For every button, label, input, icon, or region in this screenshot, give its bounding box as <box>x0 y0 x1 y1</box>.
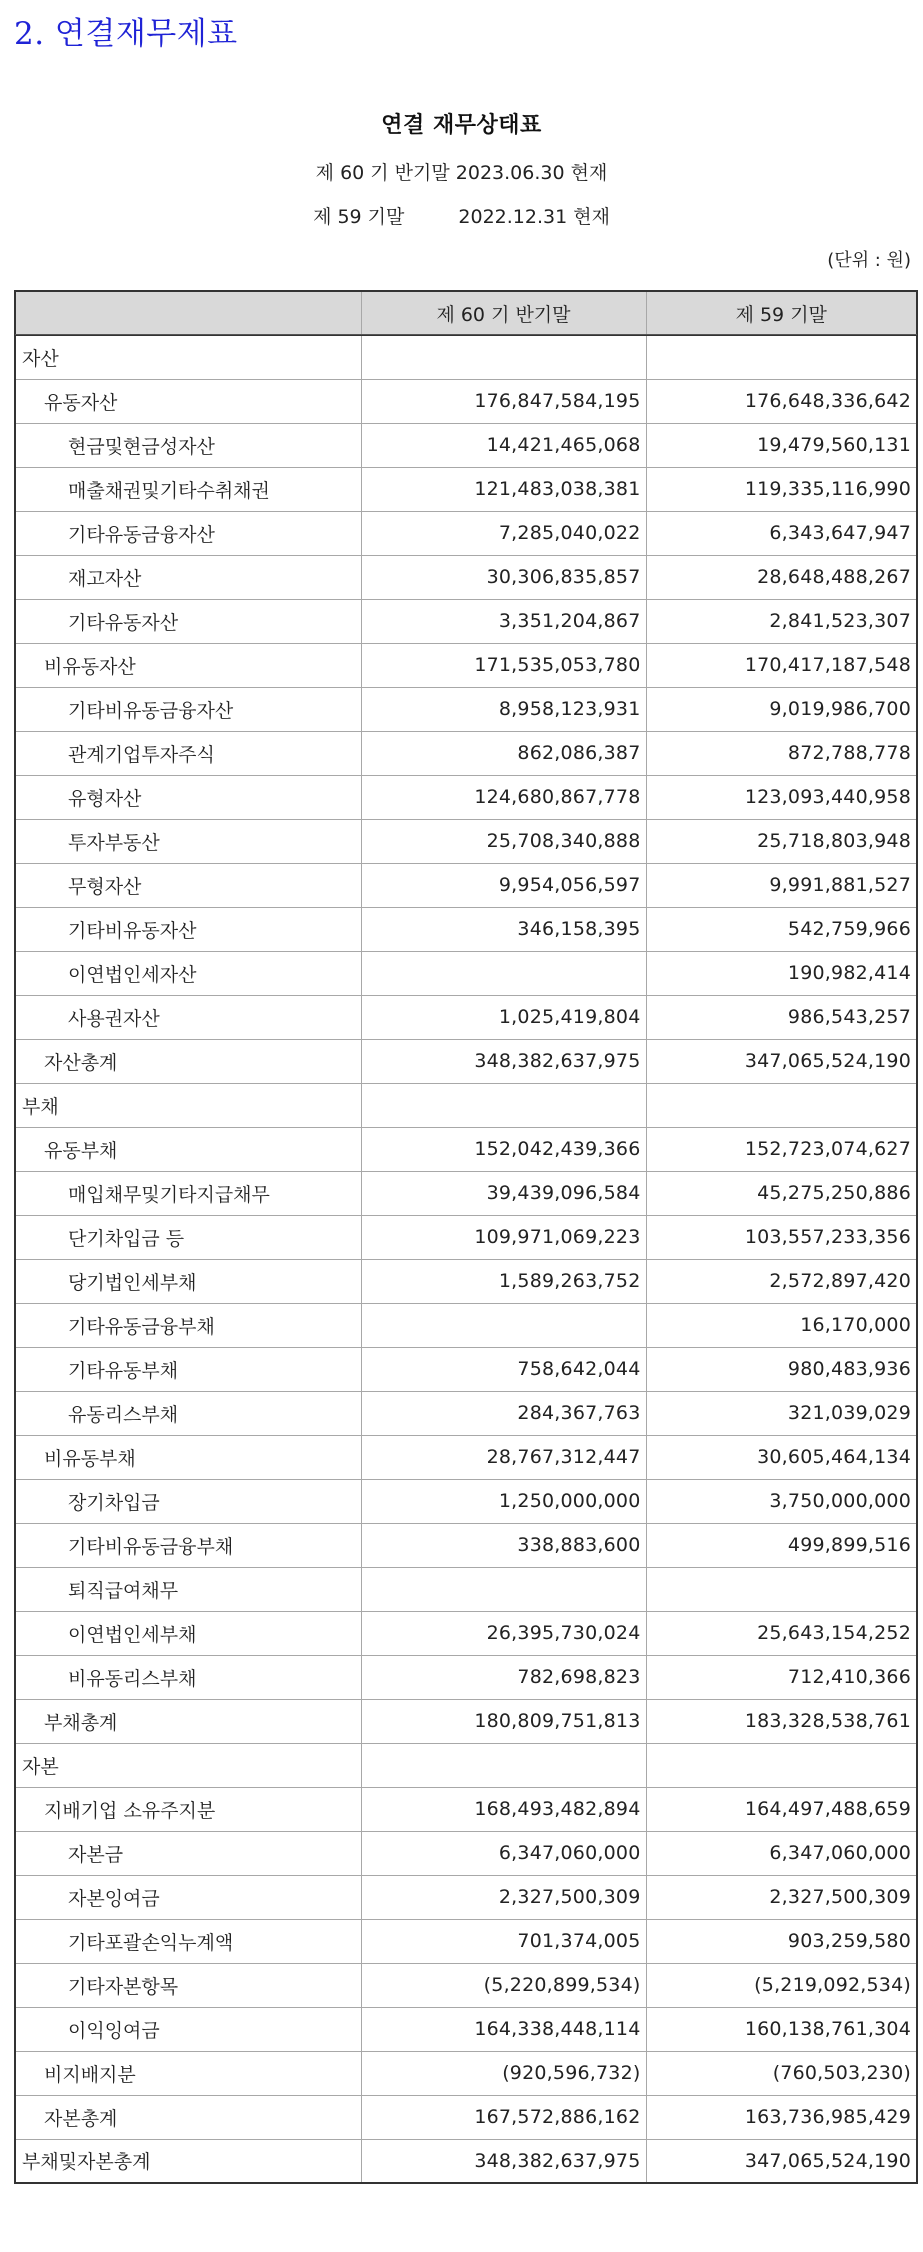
section-title: 2. 연결재무제표 <box>14 16 238 52</box>
table-row <box>15 1831 917 1875</box>
account-name-cell: 기타자본항목 <box>15 1963 361 2007</box>
table-row <box>15 643 917 687</box>
account-name-cell: 기타포괄손익누계액 <box>15 1919 361 1963</box>
table-row <box>15 1655 917 1699</box>
current-period-value-cell: 124,680,867,778 <box>361 775 646 819</box>
account-name-cell: 부채 <box>15 1083 361 1127</box>
table-row <box>15 1479 917 1523</box>
previous-period-value-cell: 986,543,257 <box>646 995 917 1039</box>
previous-period-value-cell: 872,788,778 <box>646 731 917 775</box>
current-period-value-cell: 6,347,060,000 <box>361 1831 646 1875</box>
current-period-value-cell: 782,698,823 <box>361 1655 646 1699</box>
current-period-value-cell: 25,708,340,888 <box>361 819 646 863</box>
current-period-value-cell: 176,847,584,195 <box>361 379 646 423</box>
previous-period-value-cell: 6,343,647,947 <box>646 511 917 555</box>
table-row <box>15 1347 917 1391</box>
account-name-cell: 단기차입금 등 <box>15 1215 361 1259</box>
previous-period-value-cell: 3,750,000,000 <box>646 1479 917 1523</box>
table-row <box>15 1787 917 1831</box>
table-row <box>15 467 917 511</box>
previous-period-value-cell: 103,557,233,356 <box>646 1215 917 1259</box>
account-name-cell: 이연법인세자산 <box>15 951 361 995</box>
table-row <box>15 335 917 379</box>
previous-period-value-cell: 321,039,029 <box>646 1391 917 1435</box>
column-header-previous-period: 제 59 기말 <box>646 291 917 335</box>
previous-period-value-cell: 16,170,000 <box>646 1303 917 1347</box>
table-row <box>15 1171 917 1215</box>
table-row <box>15 555 917 599</box>
account-name-cell: 유동리스부채 <box>15 1391 361 1435</box>
previous-period-value-cell: 347,065,524,190 <box>646 1039 917 1083</box>
account-name-cell: 부채및자본총계 <box>15 2139 361 2183</box>
previous-period-value-cell: 30,605,464,134 <box>646 1435 917 1479</box>
previous-period-value-cell: 45,275,250,886 <box>646 1171 917 1215</box>
account-name-cell: 이익잉여금 <box>15 2007 361 2051</box>
previous-period-value-cell: 542,759,966 <box>646 907 917 951</box>
previous-period-value-cell: (5,219,092,534) <box>646 1963 917 2007</box>
previous-period-value-cell: 2,327,500,309 <box>646 1875 917 1919</box>
current-period-value-cell: 2,327,500,309 <box>361 1875 646 1919</box>
balance-sheet-table <box>14 290 918 2184</box>
table-row <box>15 2051 917 2095</box>
current-period-value-cell <box>361 1567 646 1611</box>
account-name-cell: 기타유동금융자산 <box>15 511 361 555</box>
account-name-cell: 비유동자산 <box>15 643 361 687</box>
table-row <box>15 1523 917 1567</box>
previous-period-value-cell: 2,841,523,307 <box>646 599 917 643</box>
previous-period-value-cell: 980,483,936 <box>646 1347 917 1391</box>
table-row <box>15 2095 917 2139</box>
current-period-value-cell: 171,535,053,780 <box>361 643 646 687</box>
table-row <box>15 951 917 995</box>
statement-title: 연결 재무상태표 <box>381 113 542 138</box>
previous-period-value-cell: 9,019,986,700 <box>646 687 917 731</box>
current-period-value-cell <box>361 951 646 995</box>
current-period-value-cell: 26,395,730,024 <box>361 1611 646 1655</box>
table-row <box>15 907 917 951</box>
previous-period-value-cell: 119,335,116,990 <box>646 467 917 511</box>
table-row <box>15 1215 917 1259</box>
previous-period-value-cell <box>646 1567 917 1611</box>
account-name-cell: 사용권자산 <box>15 995 361 1039</box>
account-name-cell: 관계기업투자주식 <box>15 731 361 775</box>
table-row <box>15 1127 917 1171</box>
current-period-value-cell: 1,589,263,752 <box>361 1259 646 1303</box>
previous-period-value-cell: 176,648,336,642 <box>646 379 917 423</box>
table-row <box>15 1259 917 1303</box>
current-period-value-cell: 30,306,835,857 <box>361 555 646 599</box>
previous-period-value-cell <box>646 335 917 379</box>
table-row <box>15 775 917 819</box>
current-period-value-cell: 701,374,005 <box>361 1919 646 1963</box>
previous-period-value-cell: 499,899,516 <box>646 1523 917 1567</box>
unit-label: (단위 : 원) <box>827 250 911 271</box>
previous-period-value-cell: (760,503,230) <box>646 2051 917 2095</box>
table-row <box>15 731 917 775</box>
account-name-cell: 퇴직급여채무 <box>15 1567 361 1611</box>
current-period-value-cell: 180,809,751,813 <box>361 1699 646 1743</box>
current-period-value-cell: 14,421,465,068 <box>361 423 646 467</box>
current-period-value-cell <box>361 335 646 379</box>
current-period-value-cell: 168,493,482,894 <box>361 1787 646 1831</box>
table-row <box>15 511 917 555</box>
account-name-cell: 기타유동금융부채 <box>15 1303 361 1347</box>
account-name-cell: 이연법인세부채 <box>15 1611 361 1655</box>
account-name-cell: 자산총계 <box>15 1039 361 1083</box>
table-row <box>15 1567 917 1611</box>
account-name-cell: 재고자산 <box>15 555 361 599</box>
current-period-value-cell: 39,439,096,584 <box>361 1171 646 1215</box>
account-name-cell: 기타비유동자산 <box>15 907 361 951</box>
current-period-value-cell: 1,250,000,000 <box>361 1479 646 1523</box>
table-row <box>15 863 917 907</box>
table-row <box>15 2139 917 2183</box>
current-period-value-cell <box>361 1083 646 1127</box>
table-row <box>15 423 917 467</box>
account-name-cell: 유동부채 <box>15 1127 361 1171</box>
account-name-cell: 매입채무및기타지급채무 <box>15 1171 361 1215</box>
account-name-cell: 무형자산 <box>15 863 361 907</box>
account-name-cell: 자본금 <box>15 1831 361 1875</box>
period-current: 제 60 기 반기말 2023.06.30 현재 <box>315 162 608 184</box>
account-name-cell: 자산 <box>15 335 361 379</box>
table-row <box>15 1919 917 1963</box>
previous-period-value-cell: 6,347,060,000 <box>646 1831 917 1875</box>
table-row <box>15 2007 917 2051</box>
previous-period-value-cell: 163,736,985,429 <box>646 2095 917 2139</box>
previous-period-value-cell: 25,718,803,948 <box>646 819 917 863</box>
current-period-value-cell: 9,954,056,597 <box>361 863 646 907</box>
account-name-cell: 유형자산 <box>15 775 361 819</box>
table-row <box>15 1963 917 2007</box>
table-row <box>15 1699 917 1743</box>
table-row <box>15 1039 917 1083</box>
table-row <box>15 1611 917 1655</box>
period-previous-date: 2022.12.31 현재 <box>458 206 610 228</box>
period-previous-label: 제 59 기말 <box>313 206 405 228</box>
previous-period-value-cell: 152,723,074,627 <box>646 1127 917 1171</box>
current-period-value-cell <box>361 1303 646 1347</box>
table-row <box>15 819 917 863</box>
table-header-row <box>15 291 917 335</box>
previous-period-value-cell: 183,328,538,761 <box>646 1699 917 1743</box>
table-body <box>15 335 917 2183</box>
current-period-value-cell: 348,382,637,975 <box>361 1039 646 1083</box>
account-name-cell: 현금및현금성자산 <box>15 423 361 467</box>
previous-period-value-cell <box>646 1743 917 1787</box>
table-row <box>15 1391 917 1435</box>
previous-period-value-cell: 164,497,488,659 <box>646 1787 917 1831</box>
current-period-value-cell: (920,596,732) <box>361 2051 646 2095</box>
account-name-cell: 자본잉여금 <box>15 1875 361 1919</box>
account-name-cell: 기타유동부채 <box>15 1347 361 1391</box>
current-period-value-cell: 346,158,395 <box>361 907 646 951</box>
current-period-value-cell <box>361 1743 646 1787</box>
account-name-cell: 자본총계 <box>15 2095 361 2139</box>
current-period-value-cell: 167,572,886,162 <box>361 2095 646 2139</box>
current-period-value-cell: 758,642,044 <box>361 1347 646 1391</box>
account-name-cell: 자본 <box>15 1743 361 1787</box>
current-period-value-cell: 8,958,123,931 <box>361 687 646 731</box>
table-row <box>15 687 917 731</box>
current-period-value-cell: 7,285,040,022 <box>361 511 646 555</box>
current-period-value-cell: 338,883,600 <box>361 1523 646 1567</box>
account-name-cell: 기타유동자산 <box>15 599 361 643</box>
current-period-value-cell: 862,086,387 <box>361 731 646 775</box>
previous-period-value-cell: 347,065,524,190 <box>646 2139 917 2183</box>
current-period-value-cell: (5,220,899,534) <box>361 1963 646 2007</box>
account-name-cell: 지배기업 소유주지분 <box>15 1787 361 1831</box>
previous-period-value-cell: 712,410,366 <box>646 1655 917 1699</box>
previous-period-value-cell: 19,479,560,131 <box>646 423 917 467</box>
account-name-cell: 비유동리스부채 <box>15 1655 361 1699</box>
previous-period-value-cell: 170,417,187,548 <box>646 643 917 687</box>
table-row <box>15 1875 917 1919</box>
previous-period-value-cell: 190,982,414 <box>646 951 917 995</box>
previous-period-value-cell: 9,991,881,527 <box>646 863 917 907</box>
account-name-cell: 기타비유동금융자산 <box>15 687 361 731</box>
previous-period-value-cell: 2,572,897,420 <box>646 1259 917 1303</box>
table-row <box>15 1435 917 1479</box>
previous-period-value-cell: 903,259,580 <box>646 1919 917 1963</box>
column-header-account <box>15 291 361 335</box>
previous-period-value-cell <box>646 1083 917 1127</box>
period-previous <box>0 204 923 230</box>
account-name-cell: 비유동부채 <box>15 1435 361 1479</box>
current-period-value-cell: 348,382,637,975 <box>361 2139 646 2183</box>
current-period-value-cell: 3,351,204,867 <box>361 599 646 643</box>
account-name-cell: 유동자산 <box>15 379 361 423</box>
table-row <box>15 1303 917 1347</box>
table-row <box>15 1743 917 1787</box>
account-name-cell: 매출채권및기타수취채권 <box>15 467 361 511</box>
current-period-value-cell: 28,767,312,447 <box>361 1435 646 1479</box>
current-period-value-cell: 284,367,763 <box>361 1391 646 1435</box>
previous-period-value-cell: 160,138,761,304 <box>646 2007 917 2051</box>
previous-period-value-cell: 25,643,154,252 <box>646 1611 917 1655</box>
current-period-value-cell: 152,042,439,366 <box>361 1127 646 1171</box>
previous-period-value-cell: 123,093,440,958 <box>646 775 917 819</box>
account-name-cell: 투자부동산 <box>15 819 361 863</box>
table-row <box>15 1083 917 1127</box>
current-period-value-cell: 1,025,419,804 <box>361 995 646 1039</box>
table-row <box>15 599 917 643</box>
account-name-cell: 장기차입금 <box>15 1479 361 1523</box>
column-header-current-period: 제 60 기 반기말 <box>361 291 646 335</box>
table-row <box>15 995 917 1039</box>
account-name-cell: 당기법인세부채 <box>15 1259 361 1303</box>
current-period-value-cell: 109,971,069,223 <box>361 1215 646 1259</box>
table-row <box>15 379 917 423</box>
current-period-value-cell: 164,338,448,114 <box>361 2007 646 2051</box>
account-name-cell: 부채총계 <box>15 1699 361 1743</box>
previous-period-value-cell: 28,648,488,267 <box>646 555 917 599</box>
account-name-cell: 기타비유동금융부채 <box>15 1523 361 1567</box>
current-period-value-cell: 121,483,038,381 <box>361 467 646 511</box>
account-name-cell: 비지배지분 <box>15 2051 361 2095</box>
